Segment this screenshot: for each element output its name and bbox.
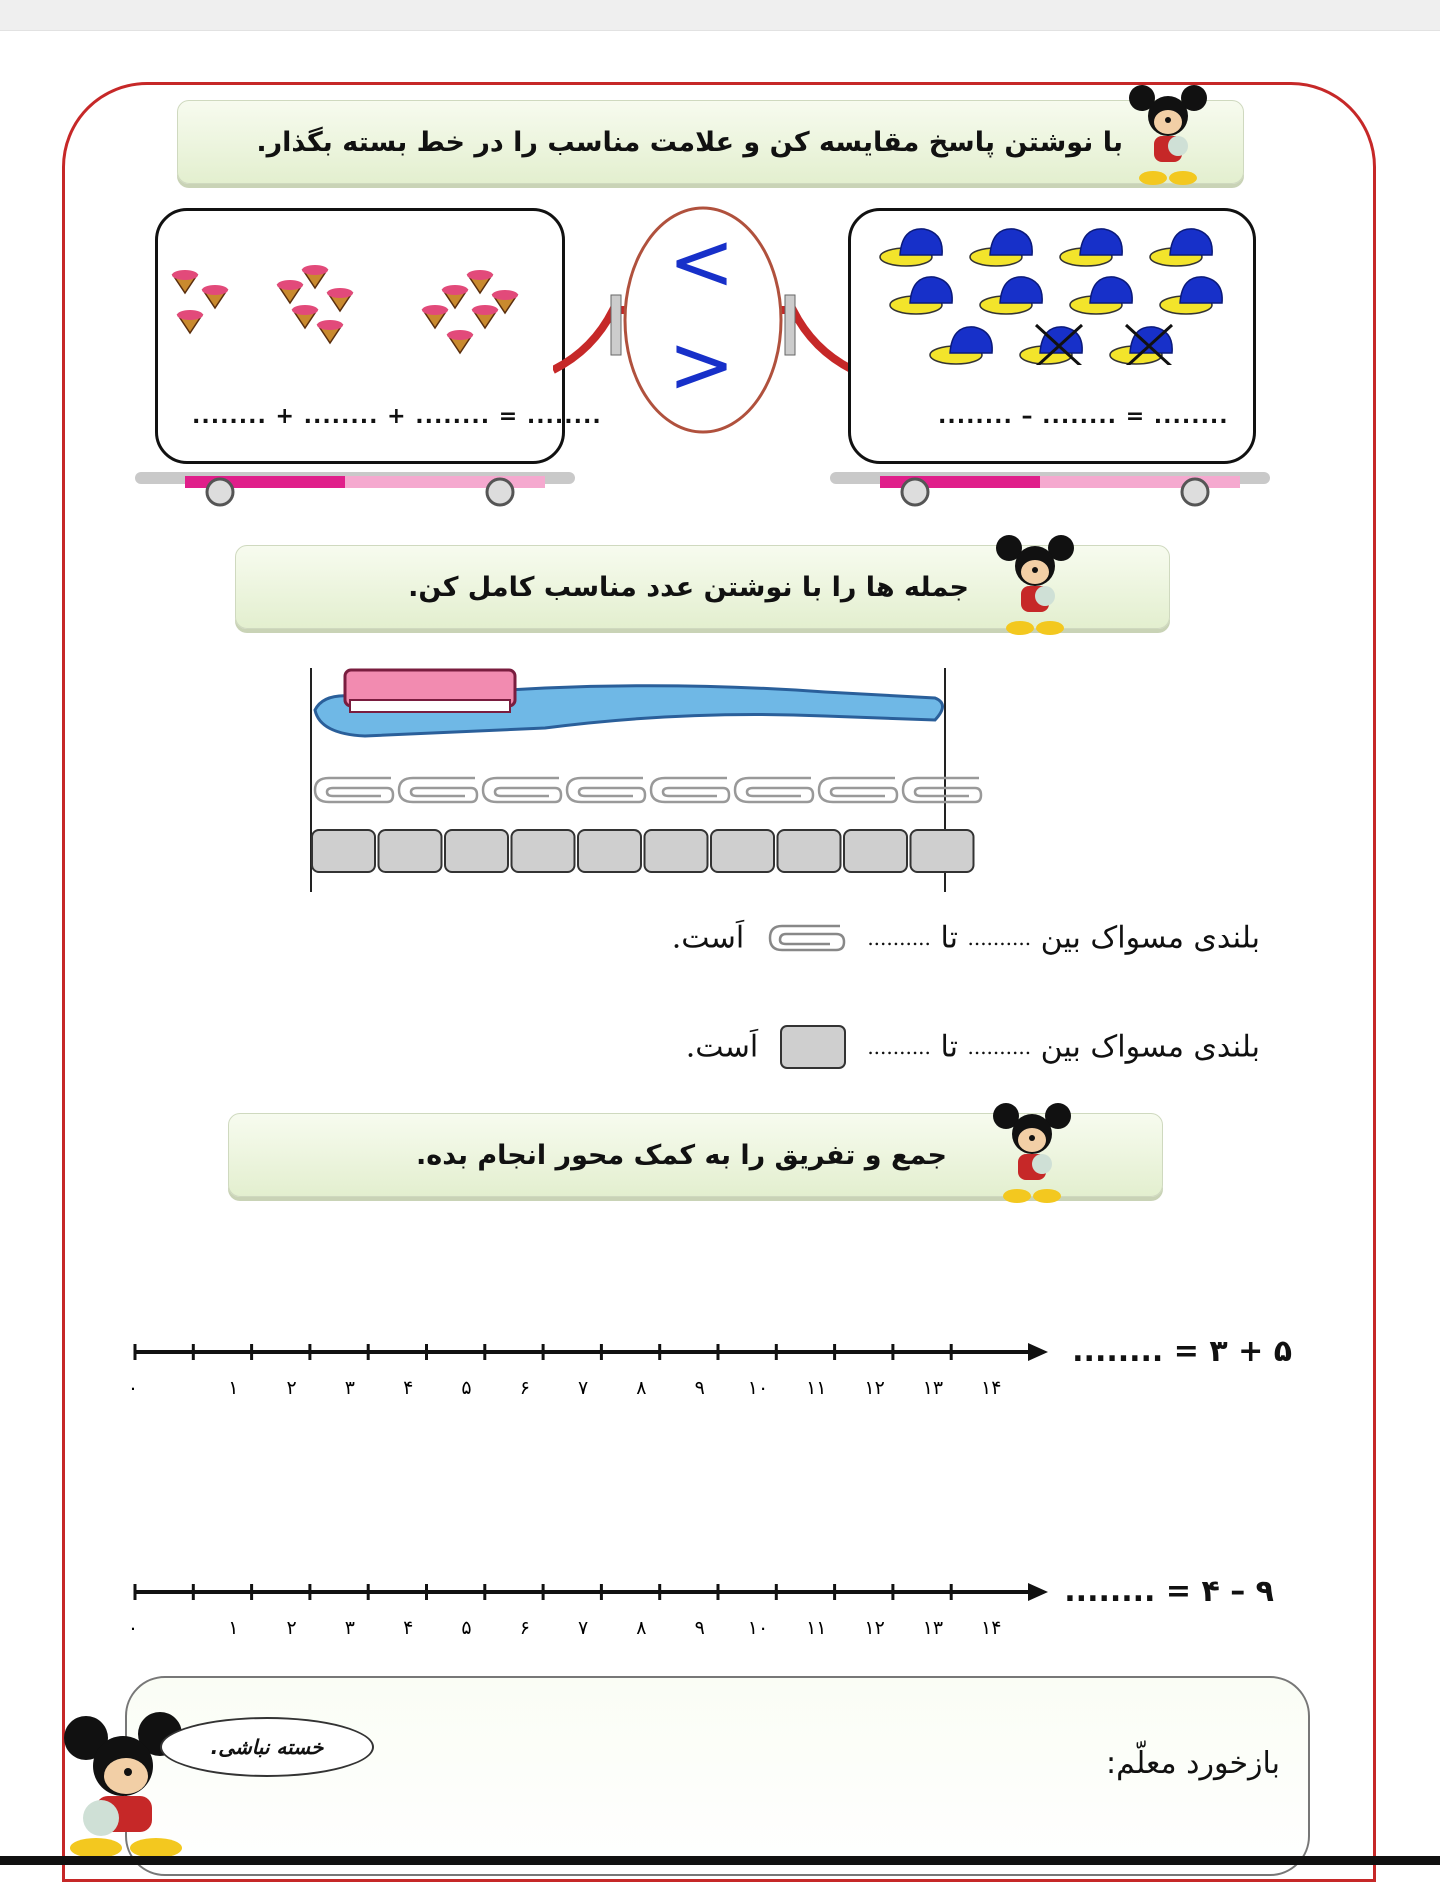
speech-bubble <box>160 1717 374 1777</box>
mickey-icon <box>992 1100 1072 1210</box>
tick-label: ۶ <box>519 1377 530 1399</box>
spinning-top-cap <box>492 290 518 300</box>
block-icon <box>512 830 575 872</box>
spinning-top-cap <box>472 305 498 315</box>
paperclip-icon <box>735 778 813 802</box>
spinning-top-cap <box>317 320 343 330</box>
spinning-top-cap <box>292 305 318 315</box>
sentence-blocks <box>686 1025 1260 1069</box>
tick-label: ۶ <box>519 1617 530 1639</box>
paperclip-icon <box>651 778 729 802</box>
cap-icon <box>900 229 942 255</box>
axis-arrow <box>1028 1583 1048 1601</box>
sentence2-to: تا <box>940 1029 958 1065</box>
spinning-top-cap <box>177 310 203 320</box>
tick-label: ۱ <box>228 1377 239 1399</box>
tick-label: ۳ <box>344 1377 356 1399</box>
block-icon <box>780 1025 846 1069</box>
tick-label: ۴ <box>403 1617 414 1639</box>
spinning-top-cap <box>302 265 328 275</box>
sentence1-dots-a[interactable]: .......... <box>967 926 1032 950</box>
less-than-symbol: < <box>668 215 736 308</box>
cap-icon <box>910 277 952 303</box>
expression-2: ........ = ۴ – ۹ <box>1064 1574 1274 1609</box>
tick-label: ۱۳ <box>922 1617 944 1639</box>
spinning-top-cap <box>202 285 228 295</box>
tops-equation: ........ + ........ + ........ = ........ <box>192 404 602 429</box>
instruction-1-text: با نوشتن پاسخ مقایسه کن و علامت مناسب را در خط بسته بگذار. <box>256 126 1123 158</box>
block-icon <box>911 830 974 872</box>
tick-label: ۱۴ <box>980 1617 1002 1639</box>
paperclip-icon <box>567 778 645 802</box>
tick-label: ۵ <box>461 1377 472 1399</box>
spinning-top-cap <box>277 280 303 290</box>
cap-icon <box>1090 277 1132 303</box>
sentence2-start: بلندی مسواک بین <box>1040 1029 1260 1065</box>
tick-label: ۵ <box>461 1617 472 1639</box>
cap-icon <box>950 327 992 353</box>
sentence1-to: تا <box>940 920 958 956</box>
feedback-label: بازخورد معلّم: <box>1106 1746 1280 1781</box>
mickey-icon <box>995 532 1075 642</box>
cap-icon <box>1170 229 1212 255</box>
tick-label: ۱۲ <box>864 1377 885 1399</box>
cap-icon <box>1180 277 1222 303</box>
spinning-top-cap <box>172 270 198 280</box>
instruction-3-text: جمع و تفریق را به کمک محور انجام بده. <box>416 1139 947 1171</box>
sentence2-dots-b[interactable]: .......... <box>867 1035 931 1059</box>
block-icon <box>711 830 774 872</box>
block-icon <box>778 830 841 872</box>
tick-label: ۷ <box>577 1617 589 1639</box>
greater-than-symbol: > <box>668 318 736 411</box>
expression-1: ........ = ۳ + ۵ <box>1072 1334 1292 1369</box>
paperclip-icon <box>483 778 561 802</box>
sentence2-dots-a[interactable]: .......... <box>967 1035 1032 1059</box>
spinning-top-cap <box>327 288 353 298</box>
spinning-top-cap <box>467 270 493 280</box>
toothbrush-measure <box>305 660 995 895</box>
tick-label: ۱۰ <box>747 1617 769 1639</box>
tick-label: ۱۲ <box>864 1617 885 1639</box>
tick-label: ۴ <box>403 1377 414 1399</box>
tick-label: ۲ <box>286 1617 297 1639</box>
sentence1-start: بلندی مسواک بین <box>1040 920 1260 956</box>
spinning-top-cap <box>447 330 473 340</box>
tick-label: ۹ <box>694 1617 705 1639</box>
tick-label: ۳ <box>344 1617 356 1639</box>
paperclip-icon <box>903 778 981 802</box>
cart-base-left <box>135 462 585 508</box>
cart-base-right <box>830 462 1280 508</box>
block-icon <box>844 830 907 872</box>
paperclip-icon <box>819 778 897 802</box>
block-icon <box>312 830 375 872</box>
sentence1-dots-b[interactable]: .......... <box>867 926 931 950</box>
tick-label: ۸ <box>636 1377 647 1399</box>
tick-label: ۸ <box>636 1617 647 1639</box>
speech-text: خسته نباشی. <box>210 1735 324 1759</box>
sentence2-end: اَست. <box>685 1029 759 1065</box>
browser-top-bar <box>0 0 1440 31</box>
axis-arrow <box>1028 1343 1048 1361</box>
tick-label: ۱۱ <box>806 1617 827 1639</box>
instruction-banner-1 <box>177 100 1244 184</box>
caps-equation: ........ – ........ = ........ <box>938 404 1229 429</box>
block-icon <box>379 830 442 872</box>
cap-icon <box>990 229 1032 255</box>
sentence-paperclips <box>672 918 1260 958</box>
paperclip-icon <box>766 918 846 958</box>
spinning-top-cap <box>422 305 448 315</box>
tick-label: ۰ <box>127 1377 139 1399</box>
teacher-feedback-box[interactable] <box>125 1676 1310 1876</box>
tick-label: ۱۱ <box>806 1377 827 1399</box>
bottom-bar <box>0 1856 1440 1865</box>
tick-label: ۹ <box>694 1377 705 1399</box>
tick-label: ۲ <box>286 1377 297 1399</box>
tick-label: ۰ <box>127 1617 139 1639</box>
cap-icon <box>1000 277 1042 303</box>
instruction-2-text: جمله ها را با نوشتن عدد مناسب کامل کن. <box>408 571 969 603</box>
paperclip-icon <box>399 778 477 802</box>
sentence1-end: اَست. <box>671 920 745 956</box>
block-icon <box>645 830 708 872</box>
tick-label: ۱ <box>228 1617 239 1639</box>
tick-label: ۱۴ <box>980 1377 1002 1399</box>
spinning-top-cap <box>442 285 468 295</box>
cap-icon <box>1080 229 1122 255</box>
tick-label: ۷ <box>577 1377 589 1399</box>
tick-label: ۱۰ <box>747 1377 769 1399</box>
tick-label: ۱۳ <box>922 1377 944 1399</box>
block-icon <box>578 830 641 872</box>
block-icon <box>445 830 508 872</box>
mickey-icon <box>1128 82 1208 192</box>
paperclip-icon <box>315 778 393 802</box>
